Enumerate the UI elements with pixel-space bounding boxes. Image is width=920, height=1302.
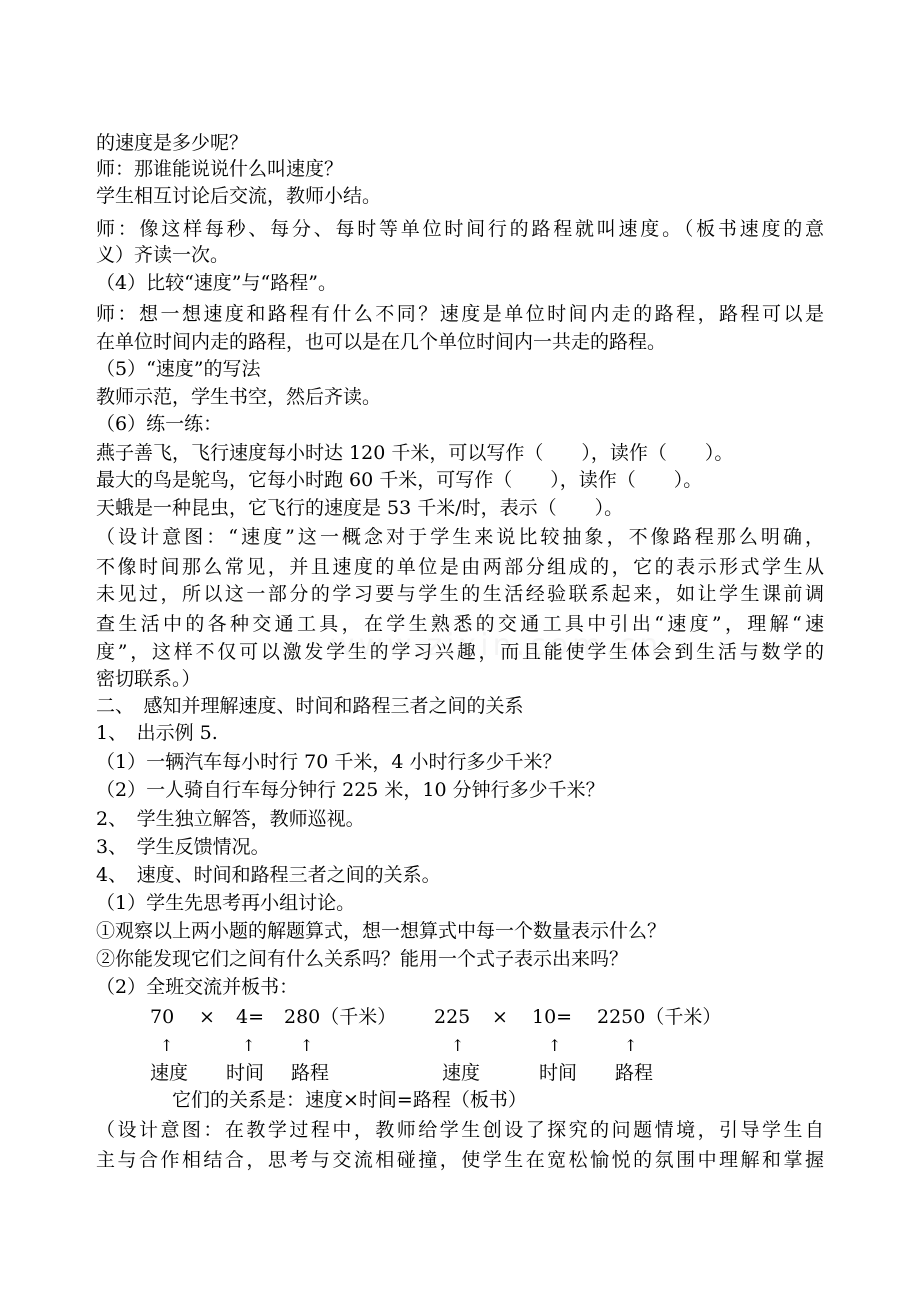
text-line: （2）一人骑自行车每分钟行 225 米，10 分钟行多少千米？ [96,779,605,801]
text-line: （4）比较“速度”与“路程”。 [96,272,337,294]
relation-line: 它们的关系是：速度×时间=路程（板书） [172,1089,527,1111]
text-line: 密切联系。） [96,668,201,690]
text-line: （设计意图：“速度”这一概念对于学生来说比较抽象，不像路程那么明确， [96,526,824,548]
formula-label: 路程 [291,1062,330,1084]
formula-number: 225 [434,1006,471,1028]
text-line: 不像时间那么常见，并且速度的单位是由两部分组成的，它的表示形式学生从 [96,556,824,578]
up-arrow-icon: ↑ [451,1036,465,1055]
formula-number: 70 [150,1006,175,1028]
up-arrow-icon: ↑ [624,1036,638,1055]
up-arrow-icon: ↑ [242,1036,256,1055]
text-line: （2）全班交流并板书： [96,976,299,998]
text-line: （设计意图：在教学过程中，教师给学生创设了探究的问题情境，引导学生自 [96,1119,824,1141]
formula-label: 时间 [226,1062,265,1084]
up-arrow-icon: ↑ [160,1036,174,1055]
formula-result: 280（千米） [284,1006,397,1028]
text-line: 师：像这样每秒、每分、每时等单位时间行的路程就叫速度。（板书速度的意 [96,218,824,240]
text-line: 3、 学生反馈情况。 [96,836,270,858]
text-line: 未见过，所以这一部分的学习要与学生的生活经验联系起来，如让学生课前调 [96,583,824,605]
formula-label: 速度 [150,1062,189,1084]
text-line: 2、 学生独立解答，教师巡视。 [96,808,365,830]
text-line: ①观察以上两小题的解题算式，想一想算式中每一个数量表示什么？ [96,920,667,942]
text-line: 最大的鸟是鸵鸟，它每小时跑 60 千米，可写作（ ），读作（ ）。 [96,469,703,491]
text-line: 1、 出示例 5. [96,722,218,744]
text-line: 的速度是多少呢？ [96,132,249,154]
text-line: 度”，这样不仅可以激发学生的学习兴趣，而且能使学生体会到生活与数学的 [96,641,824,663]
text-line: ②你能发现它们之间有什么关系吗？能用一个式子表示出来吗？ [96,948,629,970]
formula-label: 时间 [539,1062,578,1084]
text-line: （6）练一练： [96,413,223,435]
formula-operator: × [492,1006,508,1028]
text-line: 义）齐读一次。 [96,244,230,266]
up-arrow-icon: ↑ [548,1036,562,1055]
text-line: 4、 速度、时间和路程三者之间的关系。 [96,864,441,886]
formula-result: 2250（千米） [597,1006,722,1028]
up-arrow-icon: ↑ [300,1036,314,1055]
text-line: 师：想一想速度和路程有什么不同？速度是单位时间内走的路程，路程可以是 [96,303,824,325]
text-line: 主与合作相结合，思考与交流相碰撞，使学生在宽松愉悦的氛围中理解和掌握 [96,1149,824,1171]
text-line: 二、 感知并理解速度、时间和路程三者之间的关系 [96,695,524,717]
formula-number: 4= [236,1006,265,1028]
text-line: 学生相互讨论后交流，教师小结。 [96,185,382,207]
text-line: 在单位时间内走的路程，也可以是在几个单位时间内一共走的路程。 [96,331,667,353]
text-line: 查生活中的各种交通工具，在学生熟悉的交通工具中引出“速度”，理解“速 [96,613,824,635]
text-line: 师：那谁能说说什么叫速度？ [96,158,344,180]
formula-label: 路程 [615,1062,654,1084]
formula-label: 速度 [442,1062,481,1084]
text-line: （1）学生先思考再小组讨论。 [96,892,356,914]
text-line: （5）“速度”的写法 [96,358,261,380]
text-line: 燕子善飞，飞行速度每小时达 120 千米，可以写作（ ），读作（ ）。 [96,442,734,464]
formula-number: 10= [532,1006,573,1028]
text-line: 教师示范，学生书空，然后齐读。 [96,386,382,408]
text-line: 天蛾是一种昆虫，它飞行的速度是 53 千米/时，表示（ ）。 [96,497,624,519]
formula-operator: × [199,1006,215,1028]
text-line: （1）一辆汽车每小时行 70 千米，4 小时行多少千米？ [96,751,562,773]
